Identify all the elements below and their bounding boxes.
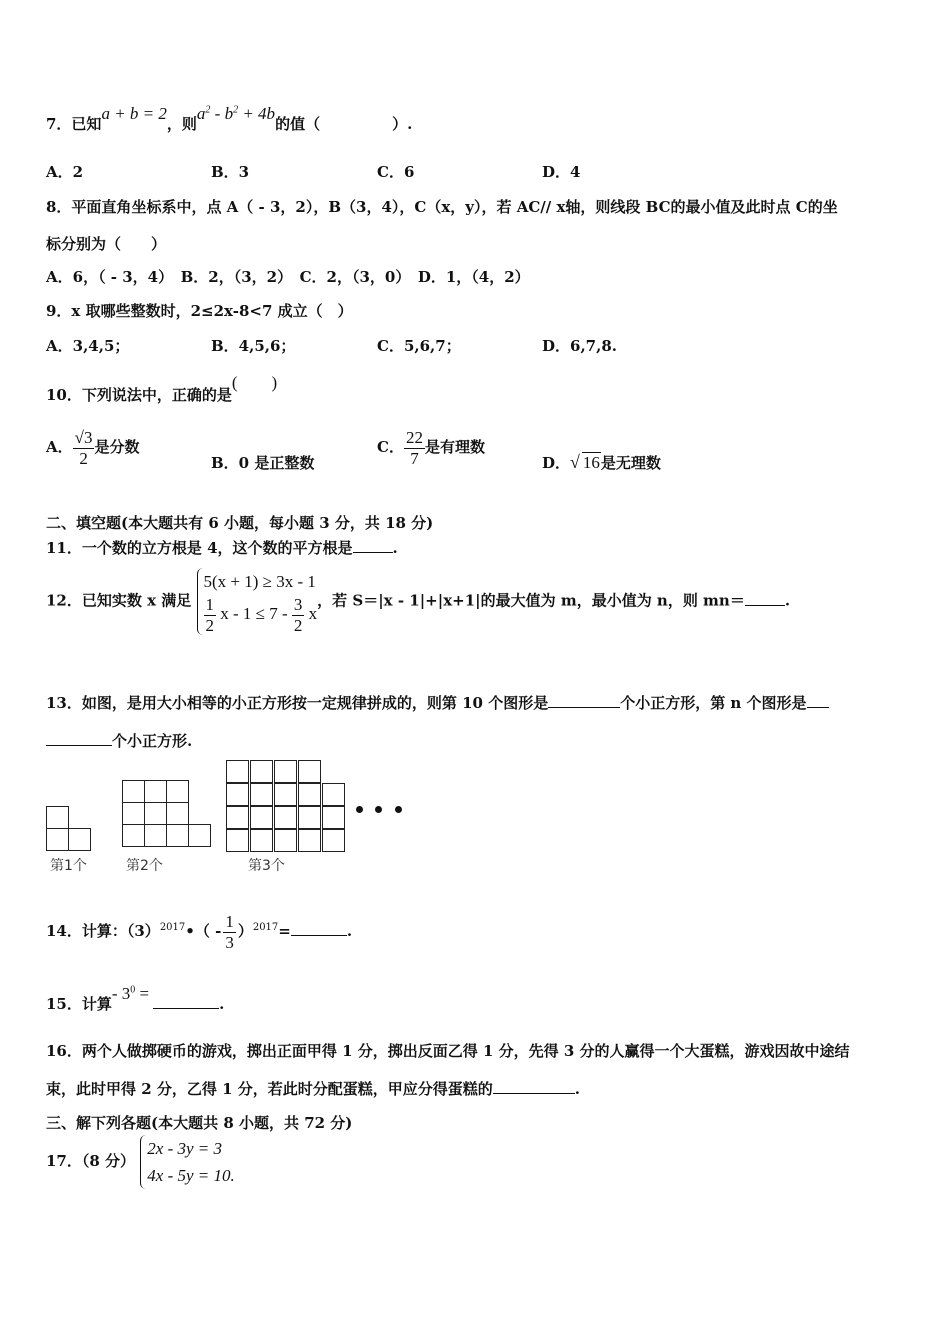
q13-line1 [46, 692, 829, 713]
q11-end: . [392, 539, 398, 557]
q10-stem-text: 10．下列说法中，正确的是 [46, 386, 232, 404]
q10-c-text: 是有理数 [424, 438, 485, 457]
q14-num: 1 [225, 912, 234, 931]
q12-prefix: 12．已知实数 x 满足 [46, 591, 192, 610]
q10-option-a [46, 428, 140, 468]
q10-option-d [542, 452, 661, 473]
q15-exp: 0 [130, 984, 136, 996]
question-7 [46, 104, 413, 134]
q11-text: 11．一个数的立方根是 4，这个数的平方根是 [46, 539, 353, 557]
q9-option-b: B．4,5,6； [211, 337, 296, 355]
q7-close: ）. [392, 115, 413, 133]
q7-exp-a: 2 [205, 104, 211, 116]
q12-eq2-den2: 2 [293, 615, 303, 635]
q9-option-d: D．6,7,8. [542, 337, 617, 355]
q14-close: ） [237, 922, 253, 941]
question-14 [46, 912, 352, 952]
q13-line1a: 13．如图，是用大小相等的小正方形按一定规律拼成的，则第 10 个图形是 [46, 694, 549, 712]
q16-end: . [574, 1080, 580, 1098]
q12-eq2-den: 2 [205, 615, 214, 635]
q12-eq2-end: x [308, 604, 318, 624]
q8-options: A．6，（ - 3，4） B．2，（3，2） C．2，（3，0） D．1，（4，2） [46, 268, 530, 286]
q12-suffix: ，若 S＝|x - 1|+|x+1|的最大值为 m，最小值为 n，则 mn＝ [317, 591, 745, 610]
q17-eq1: 2x - 3y = 3 [147, 1139, 223, 1158]
q10-option-b: B．0 是正整数 [211, 454, 315, 472]
q10-d-label: D． [542, 454, 571, 472]
q7-condition: a + b = 2 [101, 104, 167, 123]
q13-blank-2b [46, 744, 112, 746]
q7-suffix: 的值（ [275, 115, 321, 133]
q12-eq2-num2: 3 [293, 595, 303, 615]
figure-2-caption: 第2个 [126, 858, 163, 874]
q7-mid: ，则 [166, 115, 197, 133]
q17-prefix: 17．（8 分） [46, 1152, 136, 1171]
figure-1-caption: 第1个 [50, 858, 87, 874]
q9-option-a: A．3,4,5； [46, 337, 130, 355]
q15-prefix: 15．计算 [46, 995, 112, 1013]
q13-line1b: 个小正方形，第 n 个图形是 [620, 694, 807, 712]
q12-end: . [784, 591, 791, 610]
q14-mid: •（ - [185, 922, 222, 941]
q7-exp-b: 2 [233, 104, 239, 116]
q10-a-num: √3 [74, 428, 93, 447]
q11-blank [353, 551, 393, 553]
q7-option-a: A．2 [46, 163, 84, 181]
q9-stem: 9．x 取哪些整数时，2≤2x-8<7 成立（ ） [46, 302, 353, 320]
q15-end: . [219, 995, 225, 1013]
q7-expr-tail: + 4b [242, 104, 276, 123]
q12-eq2-mid: x - 1 ≤ 7 - [220, 604, 288, 624]
q10-d-text: 是无理数 [600, 454, 661, 472]
q8-line2: 标分别为（ ） [46, 235, 167, 253]
q14-den: 3 [225, 932, 234, 952]
q10-paren: ( ) [231, 373, 278, 392]
q13-blank-1 [548, 706, 620, 708]
q10-option-c [377, 428, 485, 468]
sqrt-icon: √ [570, 452, 580, 472]
square [46, 806, 69, 829]
q7-prefix: 7．已知 [46, 115, 102, 133]
q15-expr: - 3 [111, 984, 131, 1003]
q12-system [197, 568, 318, 635]
q8-line1: 8．平面直角坐标系中，点 A（ - 3，2），B（3，4），C（x，y），若 AC// x轴，则线段 BC的最小值及此时点 C的坐 [46, 198, 838, 216]
q14-exp1: 2017 [159, 922, 186, 934]
q16-blank [493, 1092, 575, 1094]
q7-expr-rest: - b [214, 104, 234, 123]
q10-c-num: 22 [405, 428, 423, 447]
question-17 [46, 1135, 235, 1189]
section-2-title: 二、填空题(本大题共有 6 小题，每小题 3 分，共 18 分) [46, 514, 434, 532]
q16-line2-text: 束，此时甲得 2 分，乙得 1 分，若此时分配蛋糕，甲应分得蛋糕的 [46, 1080, 493, 1098]
q10-stem [46, 373, 278, 405]
q13-blank-2a [807, 706, 829, 708]
q10-c-label: C． [377, 438, 404, 457]
q10-d-root: 16 [582, 453, 600, 472]
q7-option-b: B．3 [211, 163, 250, 181]
q15-blank [153, 1007, 219, 1009]
q10-c-den: 7 [410, 448, 419, 468]
q12-eq2-num: 1 [205, 595, 214, 615]
section-3-title: 三、解下列各题(本大题共 8 小题，共 72 分) [46, 1114, 353, 1132]
q17-end: . [230, 1166, 235, 1186]
q15-eq: = [139, 984, 150, 1003]
q9-option-c: C．5,6,7； [377, 337, 461, 355]
q7-expr-a: a [196, 104, 206, 123]
square [68, 828, 91, 851]
figure-3-caption: 第3个 [248, 858, 285, 874]
q13-line2-text: 个小正方形. [112, 732, 193, 750]
q10-a-label: A． [46, 438, 73, 457]
q7-option-d: D．4 [542, 163, 581, 181]
question-12 [46, 568, 790, 635]
q13-line2 [46, 730, 192, 751]
q14-prefix: 14．计算：（3） [46, 922, 160, 941]
q17-eq2: 4x - 5y = 10 [147, 1166, 231, 1186]
q16-line2 [46, 1078, 580, 1099]
q14-eq: = [278, 922, 291, 941]
q16-line1: 16．两个人做掷硬币的游戏，掷出正面甲得 1 分，掷出反面乙得 1 分，先得 3 分的人赢得一个大蛋糕，游戏因故中途结 [46, 1042, 850, 1060]
q14-end: . [346, 922, 353, 941]
square [46, 828, 69, 851]
question-11 [46, 537, 398, 558]
q12-blank [745, 604, 785, 606]
q7-option-c: C．6 [377, 163, 415, 181]
q14-exp2: 2017 [252, 922, 279, 934]
q12-eq1: 5(x + 1) ≥ 3x - 1 [203, 572, 316, 591]
question-15 [46, 984, 225, 1014]
q17-system [140, 1135, 234, 1189]
q14-blank [291, 934, 347, 936]
q10-a-den: 2 [79, 448, 88, 468]
q10-a-text: 是分数 [94, 438, 140, 457]
